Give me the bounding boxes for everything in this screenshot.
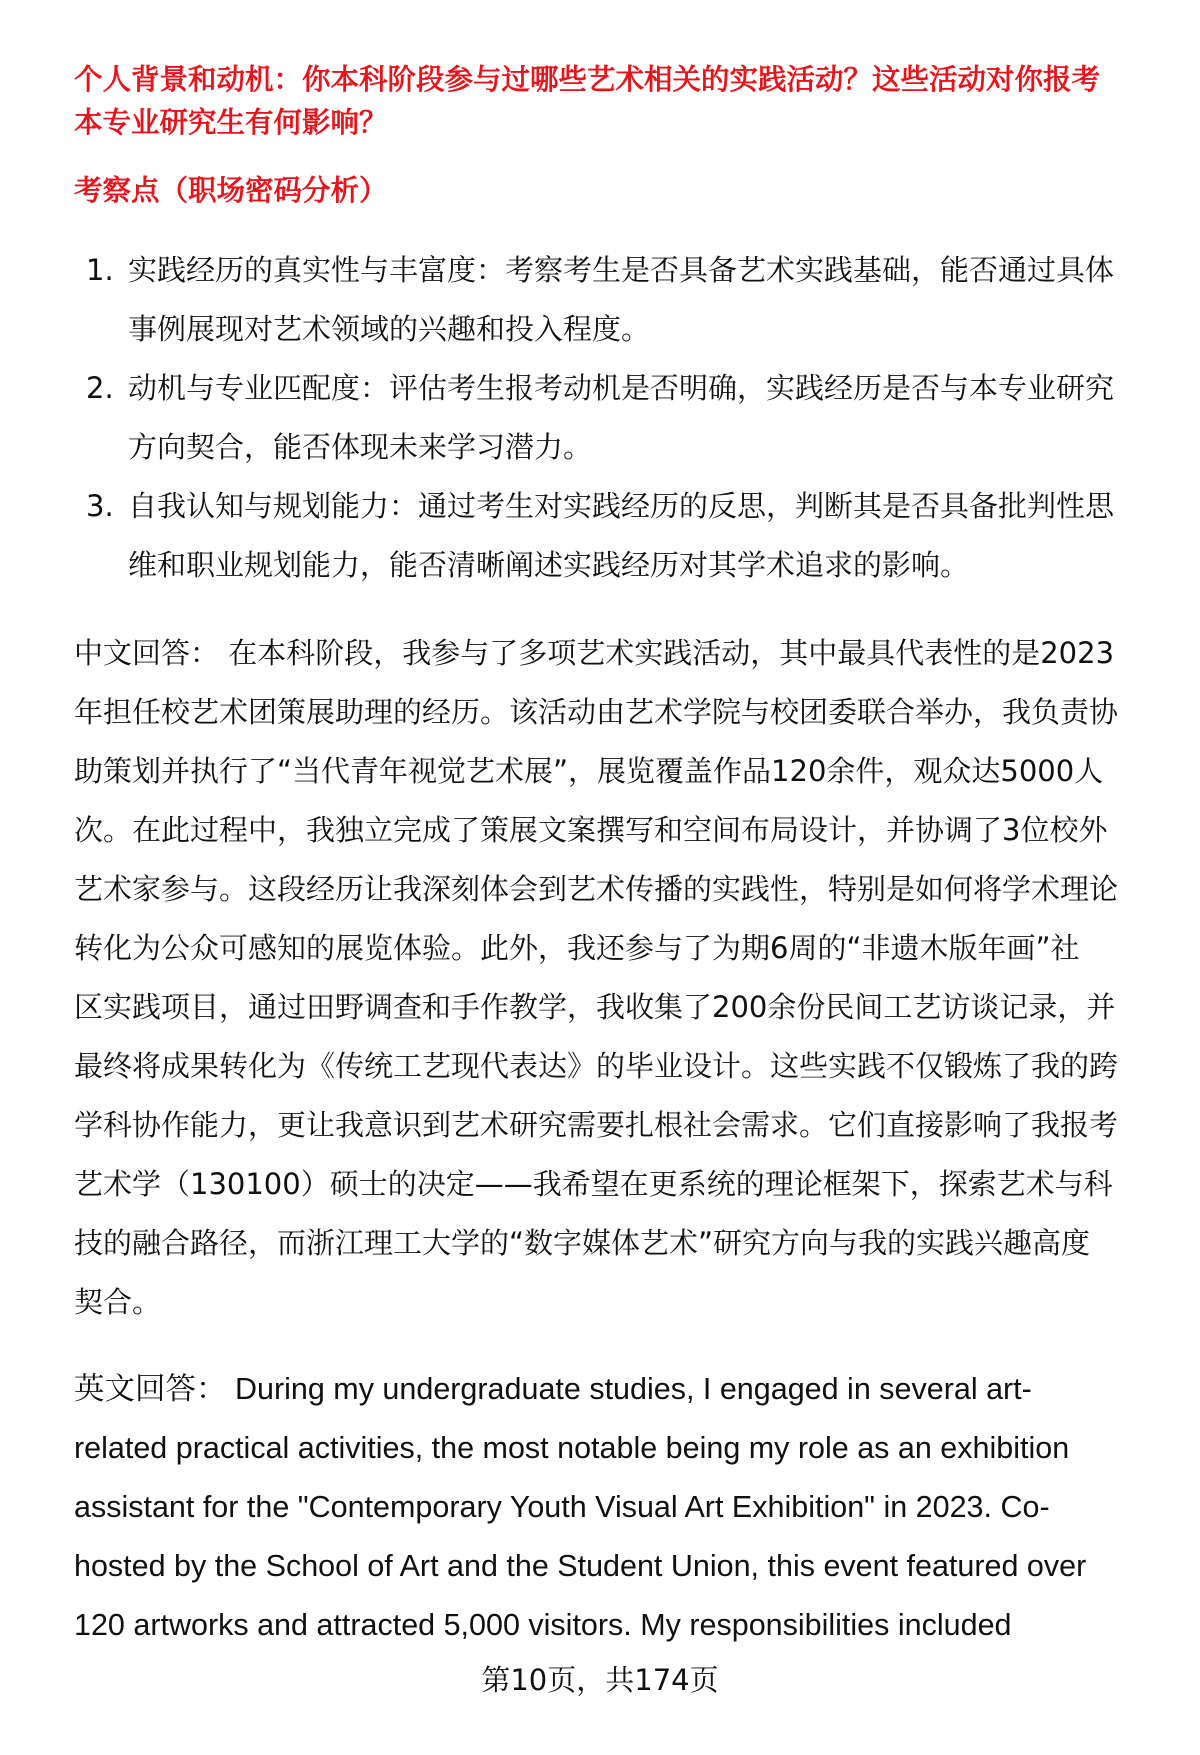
paragraph-line: 技的融合路径，而浙江理工大学的“数字媒体艺术”研究方向与我的实践兴趣高度 xyxy=(74,1226,1091,1260)
paragraph-line: related practical activities, the most notable being my role as an exhibition xyxy=(74,1431,1070,1465)
list-text: 方向契合，能否体现未来学习潜力。 xyxy=(128,430,593,464)
list-text: 事例展现对艺术领域的兴趣和投入程度。 xyxy=(128,312,651,346)
paragraph-line: 最终将成果转化为《传统工艺现代表达》的毕业设计。这些实践不仅锻炼了我的跨 xyxy=(74,1049,1119,1083)
paragraph-line: 转化为公众可感知的展览体验。此外，我还参与了为期6周的“非遗木版年画”社 xyxy=(74,931,1080,965)
paragraph-line: hosted by the School of Art and the Student Union, this event featured over xyxy=(74,1549,1087,1583)
list-number: 1. xyxy=(86,253,114,287)
paragraph-line: 120 artworks and attracted 5,000 visitors. My responsibilities included xyxy=(74,1608,1012,1642)
page-footer: 第10页，共174页 xyxy=(481,1663,719,1697)
question-line: 个人背景和动机：你本科阶段参与过哪些艺术相关的实践活动？这些活动对你报考 xyxy=(74,63,1101,96)
paragraph-line: 艺术家参与。这段经历让我深刻体会到艺术传播的实践性，特别是如何将学术理论 xyxy=(74,872,1119,906)
paragraph-line: 中文回答： 在本科阶段，我参与了多项艺术实践活动，其中最具代表性的是2023 xyxy=(74,636,1115,670)
question-line: 本专业研究生有何影响？ xyxy=(74,106,388,139)
paragraph-line: 次。在此过程中，我独立完成了策展文案撰写和空间布局设计，并协调了3位校外 xyxy=(74,813,1108,847)
paragraph-line: 契合。 xyxy=(74,1285,162,1319)
exam-points-heading: 考察点（职场密码分析） xyxy=(74,174,388,207)
paragraph-line: 学科协作能力，更让我意识到艺术研究需要扎根社会需求。它们直接影响了我报考 xyxy=(74,1108,1119,1142)
paragraph-line: 年担任校艺术团策展助理的经历。该活动由艺术学院与校团委联合举办，我负责协 xyxy=(74,695,1119,729)
paragraph-line: 区实践项目，通过田野调查和手作教学，我收集了200余份民间工艺访谈记录，并 xyxy=(74,990,1116,1024)
paragraph-line: 艺术学（130100）硕士的决定——我希望在更系统的理论框架下，探索艺术与科 xyxy=(74,1167,1113,1201)
paragraph-line: assistant for the "Contemporary Youth Visual Art Exhibition" in 2023. Co- xyxy=(74,1490,1050,1524)
list-text: 维和职业规划能力，能否清晰阐述实践经历对其学术追求的影响。 xyxy=(128,548,970,582)
list-number: 2. xyxy=(86,371,114,405)
paragraph-line: 助策划并执行了“当代青年视觉艺术展”，展览覆盖作品120余件，观众达5000人 xyxy=(74,754,1104,788)
list-number: 3. xyxy=(86,489,114,523)
paragraph-line: 英文回答： During my undergraduate studies, I engaged in several art- xyxy=(74,1372,1032,1406)
list-text: 自我认知与规划能力：通过考生对实践经历的反思，判断其是否具备批判性思 xyxy=(128,489,1115,523)
list-text: 动机与专业匹配度：评估考生报考动机是否明确，实践经历是否与本专业研究 xyxy=(128,371,1115,405)
list-text: 实践经历的真实性与丰富度：考察考生是否具备艺术实践基础，能否通过具体 xyxy=(128,253,1115,287)
